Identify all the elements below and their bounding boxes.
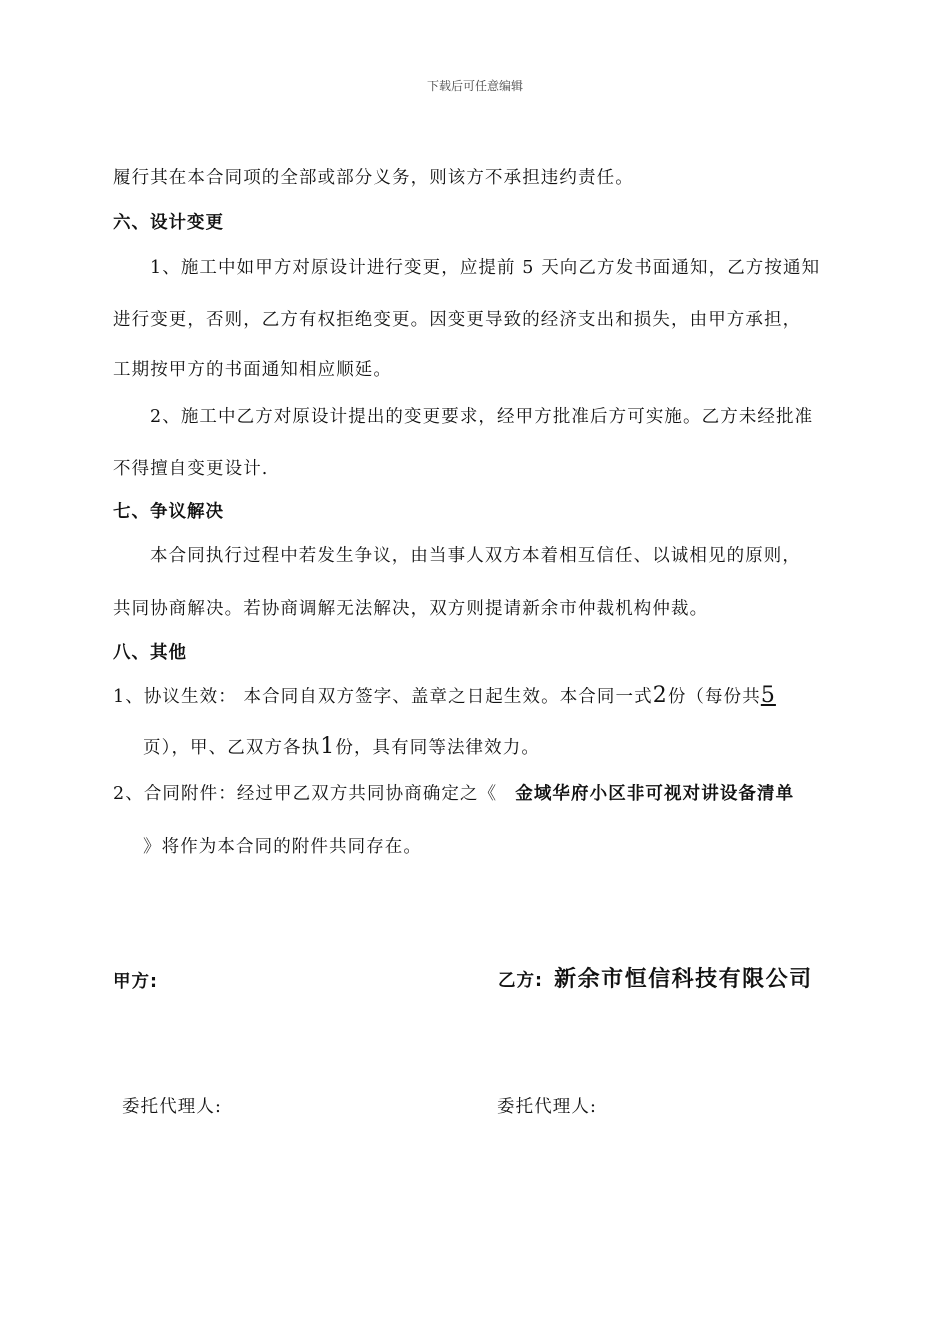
pages-count: 5 — [760, 683, 776, 708]
party-b-company-name: 新余市恒信科技有限公司 — [554, 967, 813, 992]
paragraph-line: 1、施工中如甲方对原设计进行变更，应提前 5 天向乙方发书面通知，乙方按通知 — [150, 258, 821, 278]
agreement-effect-text: 1、协议生效： 本合同自双方签字、盖章之日起生效。本合同一式 — [113, 687, 653, 707]
attachment-text: 2、合同附件：经过甲乙双方共同协商确定之《 — [113, 784, 498, 804]
paragraph-line: 履行其在本合同项的全部或部分义务，则该方不承担违约责任。 — [113, 168, 634, 188]
attachment-title: 金域华府小区非可视对讲设备清单 — [515, 784, 795, 804]
paragraph-line: 不得擅自变更设计. — [113, 459, 269, 479]
section-heading-design-change: 六、设计变更 — [113, 213, 224, 233]
party-b-label: 乙方: — [498, 971, 543, 991]
agreement-effect-text: 页），甲、乙双方各执 — [143, 738, 321, 758]
agreement-effect-text-mid: 份（每份共 — [667, 687, 761, 707]
party-a-agent-label: 委托代理人: — [122, 1097, 222, 1117]
attachment-line — [113, 780, 794, 805]
party-a-label: 甲方: — [113, 972, 158, 992]
copies-count: 2 — [652, 683, 668, 708]
copies-each: 1 — [320, 734, 336, 759]
agreement-effect-text: 份，具有同等法律效力。 — [335, 738, 540, 758]
attachment-line-2: 》将作为本合同的附件共同存在。 — [143, 837, 422, 857]
party-b-agent-label: 委托代理人: — [497, 1097, 597, 1117]
paragraph-line: 共同协商解决。若协商调解无法解决，双方则提请新余市仲裁机构仲裁。 — [113, 599, 709, 619]
section-heading-dispute: 七、争议解决 — [113, 502, 224, 522]
agreement-effect-line — [113, 683, 776, 708]
page-header: 下载后可任意编辑 — [426, 79, 523, 93]
section-heading-other: 八、其他 — [113, 643, 187, 663]
party-b-block — [498, 962, 813, 993]
paragraph-line: 2、施工中乙方对原设计提出的变更要求，经甲方批准后方可实施。乙方未经批准 — [150, 407, 814, 427]
paragraph-line: 本合同执行过程中若发生争议，由当事人双方本着相互信任、以诚相见的原则， — [150, 546, 801, 566]
agreement-effect-line-2 — [143, 734, 540, 759]
paragraph-line: 进行变更，否则，乙方有权拒绝变更。因变更导致的经济支出和损失，由甲方承担， — [113, 310, 802, 330]
paragraph-line: 工期按甲方的书面通知相应顺延。 — [113, 360, 392, 380]
